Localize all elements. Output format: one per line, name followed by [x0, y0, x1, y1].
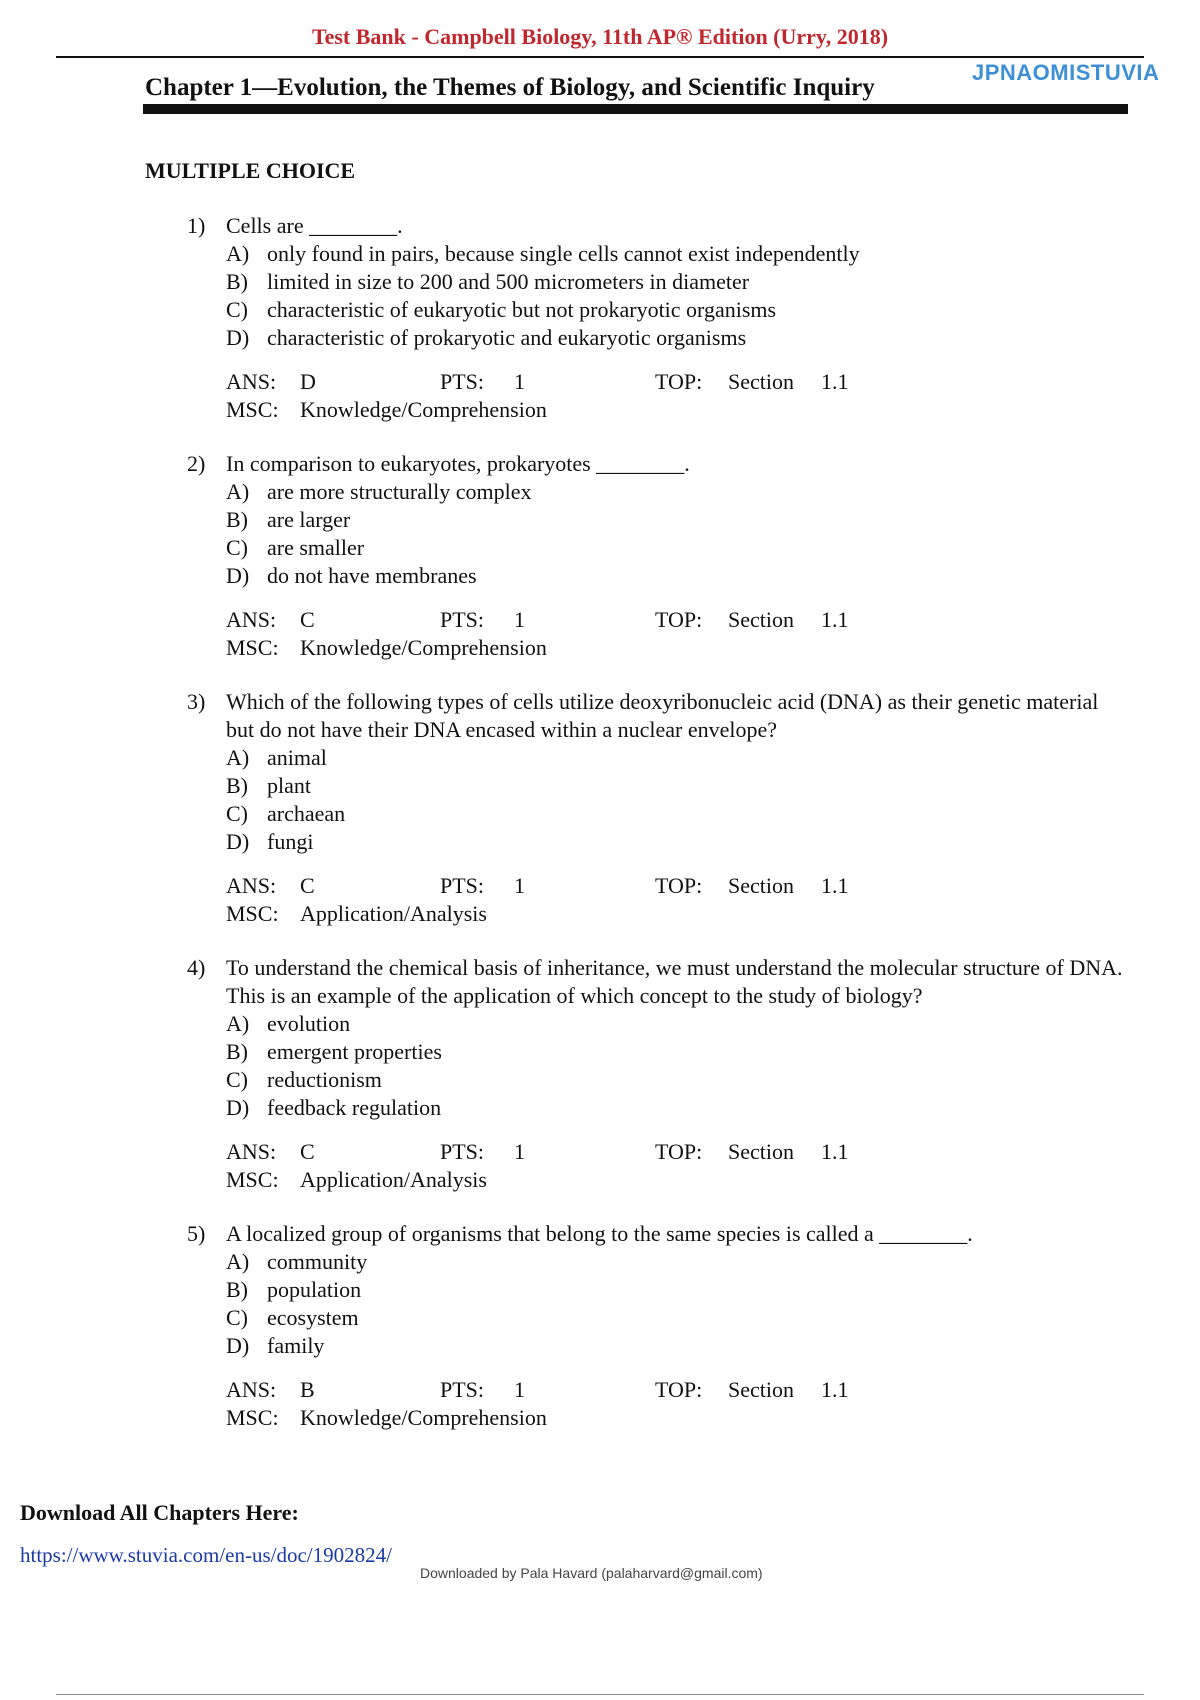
msc-label: MSC: — [226, 1167, 279, 1192]
ans-value: C — [300, 873, 315, 898]
answer-choice — [226, 1304, 1200, 1332]
section-heading: MULTIPLE CHOICE — [145, 158, 356, 183]
msc-label: MSC: — [226, 635, 279, 660]
top-label: TOP: — [655, 369, 703, 394]
chapter-title: Chapter 1—Evolution, the Themes of Biology, and Scientific Inquiry — [145, 74, 875, 101]
question-1 — [0, 212, 1200, 424]
question-number: 3) — [187, 689, 206, 714]
answer-choice — [226, 1066, 1200, 1094]
top-section-number: 1.1 — [821, 1139, 849, 1164]
msc-label: MSC: — [226, 1405, 279, 1430]
question-3 — [0, 688, 1200, 928]
choice-letter: D) — [226, 325, 250, 350]
answer-choice — [226, 324, 1200, 352]
download-label: Download All Chapters Here: — [20, 1500, 299, 1525]
top-section-word: Section — [728, 607, 794, 632]
choice-letter: D) — [226, 563, 250, 588]
question-text: Cells are ________. — [226, 213, 403, 238]
top-section-word: Section — [728, 1139, 794, 1164]
msc-value: Application/Analysis — [300, 1167, 487, 1192]
msc-value: Knowledge/Comprehension — [300, 635, 547, 660]
pts-label: PTS: — [440, 607, 485, 632]
choice-text: are more structurally complex — [267, 479, 532, 504]
top-section-number: 1.1 — [821, 1377, 849, 1402]
choice-letter: C) — [226, 297, 248, 322]
choice-letter: A) — [226, 745, 250, 770]
answer-choice — [226, 1010, 1200, 1038]
msc-value: Knowledge/Comprehension — [300, 1405, 547, 1430]
answer-meta — [226, 368, 1200, 424]
choice-letter: B) — [226, 1039, 248, 1064]
choice-text: are smaller — [267, 535, 365, 560]
answer-choice — [226, 534, 1200, 562]
top-label: TOP: — [655, 607, 703, 632]
choice-letter: C) — [226, 801, 248, 826]
choice-text: animal — [267, 745, 327, 770]
answer-choice — [226, 772, 1200, 800]
top-section-number: 1.1 — [821, 369, 849, 394]
answer-meta — [226, 872, 1200, 928]
choice-letter: A) — [226, 241, 250, 266]
choice-letter: C) — [226, 1067, 248, 1092]
answer-choice — [226, 1038, 1200, 1066]
answer-choice — [226, 1094, 1200, 1122]
choice-text: reductionism — [267, 1067, 382, 1092]
choice-text: fungi — [267, 829, 314, 854]
top-section-number: 1.1 — [821, 607, 849, 632]
msc-value: Knowledge/Comprehension — [300, 397, 547, 422]
question-number: 1) — [187, 213, 206, 238]
answer-meta — [226, 606, 1200, 662]
answer-choice — [226, 296, 1200, 324]
pts-value: 1 — [514, 873, 525, 898]
ans-label: ANS: — [226, 607, 277, 632]
top-section-word: Section — [728, 873, 794, 898]
choice-text: population — [267, 1277, 362, 1302]
ans-value: D — [300, 369, 316, 394]
choice-letter: B) — [226, 507, 248, 532]
top-section-word: Section — [728, 369, 794, 394]
answer-choice — [226, 562, 1200, 590]
choice-text: do not have membranes — [267, 563, 477, 588]
choice-letter: C) — [226, 1305, 248, 1330]
ans-label: ANS: — [226, 1139, 277, 1164]
download-link[interactable]: https://www.stuvia.com/en-us/doc/1902824/ — [20, 1543, 392, 1567]
question-text: To understand the chemical basis of inheritance, we must understand the molecular structure of DNA. This is an example of the application of which concept to the study of biology? — [226, 955, 1123, 1008]
top-label: TOP: — [655, 1139, 703, 1164]
choice-text: plant — [267, 773, 311, 798]
answer-choice — [226, 800, 1200, 828]
chapter-divider — [143, 104, 1128, 114]
question-text: In comparison to eukaryotes, prokaryotes ________. — [226, 451, 690, 476]
choice-text: ecosystem — [267, 1305, 359, 1330]
question-5 — [0, 1220, 1200, 1432]
question-4 — [0, 954, 1200, 1194]
top-section-word: Section — [728, 1377, 794, 1402]
choice-letter: A) — [226, 1011, 250, 1036]
question-list — [0, 212, 1200, 1458]
answer-meta — [226, 1376, 1200, 1432]
ans-value: B — [300, 1377, 315, 1402]
choice-text: are larger — [267, 507, 351, 532]
pts-label: PTS: — [440, 1377, 485, 1402]
choice-text: evolution — [267, 1011, 351, 1036]
msc-value: Application/Analysis — [300, 901, 487, 926]
question-number: 5) — [187, 1221, 206, 1246]
top-label: TOP: — [655, 1377, 703, 1402]
pts-label: PTS: — [440, 369, 485, 394]
pts-value: 1 — [514, 1377, 525, 1402]
pts-value: 1 — [514, 369, 525, 394]
choice-text: archaean — [267, 801, 346, 826]
question-text: A localized group of organisms that belong to the same species is called a ________. — [226, 1221, 973, 1246]
ans-value: C — [300, 607, 315, 632]
top-section-number: 1.1 — [821, 873, 849, 898]
pts-label: PTS: — [440, 873, 485, 898]
answer-choice — [226, 1332, 1200, 1360]
msc-label: MSC: — [226, 397, 279, 422]
answer-choice — [226, 1276, 1200, 1304]
choice-text: feedback regulation — [267, 1095, 442, 1120]
pts-value: 1 — [514, 1139, 525, 1164]
downloaded-by-note: Downloaded by Pala Havard (palaharvard@gmail.com) — [420, 1565, 763, 1581]
question-2 — [0, 450, 1200, 662]
choice-letter: B) — [226, 773, 248, 798]
answer-choice — [226, 1248, 1200, 1276]
ans-label: ANS: — [226, 369, 277, 394]
choice-letter: C) — [226, 535, 248, 560]
question-number: 4) — [187, 955, 206, 980]
answer-choice — [226, 828, 1200, 856]
question-number: 2) — [187, 451, 206, 476]
ans-label: ANS: — [226, 873, 277, 898]
choice-text: only found in pairs, because single cells cannot exist independently — [267, 241, 860, 266]
pts-value: 1 — [514, 607, 525, 632]
top-label: TOP: — [655, 873, 703, 898]
question-text: Which of the following types of cells utilize deoxyribonucleic acid (DNA) as their genetic material but do not have their DNA encased within a nuclear envelope? — [226, 689, 1099, 742]
answer-choice — [226, 506, 1200, 534]
ans-label: ANS: — [226, 1377, 277, 1402]
answer-choice — [226, 268, 1200, 296]
top-divider — [56, 56, 1144, 58]
answer-meta — [226, 1138, 1200, 1194]
choice-text: characteristic of prokaryotic and eukaryotic organisms — [267, 325, 747, 350]
bottom-divider — [56, 1694, 1144, 1695]
choice-text: family — [267, 1333, 325, 1358]
pts-label: PTS: — [440, 1139, 485, 1164]
choice-letter: A) — [226, 1249, 250, 1274]
watermark-label: JPNAOMISTUVIA — [972, 60, 1160, 85]
choice-letter: B) — [226, 269, 248, 294]
document-title: Test Bank - Campbell Biology, 11th AP® Edition (Urry, 2018) — [311, 24, 889, 49]
msc-label: MSC: — [226, 901, 279, 926]
answer-choice — [226, 240, 1200, 268]
choice-letter: A) — [226, 479, 250, 504]
choice-text: limited in size to 200 and 500 micrometers in diameter — [267, 269, 750, 294]
choice-text: emergent properties — [267, 1039, 442, 1064]
choice-letter: D) — [226, 829, 250, 854]
choice-text: characteristic of eukaryotic but not prokaryotic organisms — [267, 297, 777, 322]
ans-value: C — [300, 1139, 315, 1164]
choice-letter: D) — [226, 1333, 250, 1358]
choice-text: community — [267, 1249, 368, 1274]
answer-choice — [226, 744, 1200, 772]
answer-choice — [226, 478, 1200, 506]
choice-letter: D) — [226, 1095, 250, 1120]
choice-letter: B) — [226, 1277, 248, 1302]
